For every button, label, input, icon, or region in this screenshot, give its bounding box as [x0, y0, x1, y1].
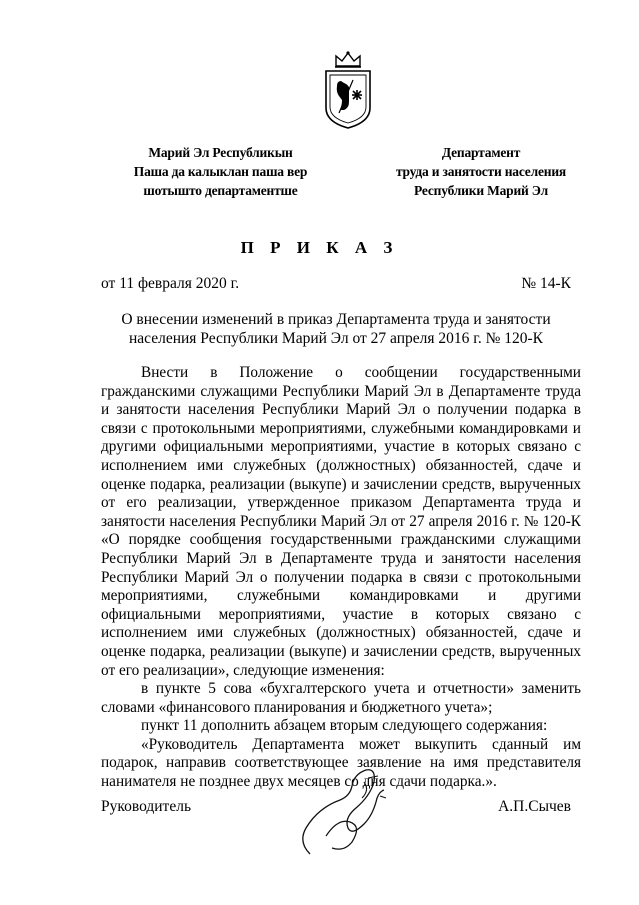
body-paragraph: «Руководитель Департамента может выкупить сданный им подарок, направив соответствующее заявление на имя представителя нанимателя не позднее двух месяцев со дня сдачи подарка.». [101, 735, 581, 791]
signer-title: Руководитель [101, 798, 192, 815]
header-right-line: труда и занятости населения [395, 164, 567, 179]
subject-line: О внесении изменений в приказ Департамента труда и занятости [121, 311, 551, 328]
body-paragraph: пункт 11 дополнить абзацем вторым следующего содержания: [141, 717, 548, 735]
document-body [101, 364, 581, 792]
header-right-line: Республики Марий Эл [414, 183, 548, 198]
document-type-title: П Р И К А З [240, 238, 399, 257]
header-left-block [88, 143, 353, 200]
signer-name: А.П.Сычев [498, 798, 571, 815]
document-date: от 11 февраля 2020 г. [101, 275, 240, 292]
subject-line: населения Республики Марий Эл от 27 апреля 2016 г. № 120-К [128, 330, 544, 347]
handwritten-signature [292, 762, 404, 862]
header-left-line: Марий Эл Республикын [148, 145, 293, 160]
header-left-line: Паша да калыклан паша вер [133, 164, 308, 179]
body-paragraph: в пункте 5 сова «бухгалтерского учета и отчетности» заменить словами «финансового планирования и бюджетного учета»; [101, 680, 581, 716]
document-number: № 14-К [521, 275, 571, 292]
body-paragraph: Внести в Положение о сообщении государственными гражданскими служащими Республики Марий Эл в Департаменте труда и занятости населения Республики Марий Эл о получении подарка в связи с протокольными мероприятиями, служебными командировками и другими официальными мероприятиями, участие в которых связано с исполнением ими служебных (должностных) обязанностей, сдаче и оценке подарка, реализации (выкупе) и зачислении средств, вырученных от его реализации, утвержденное приказом Департамента труда и занятости населения Республики Марий Эл от 27 апреля 2016 г. № 120-К «О порядке сообщения государственными гражданскими служащими Республики Марий Эл в Департаменте труда и занятости населения Республики Марий Эл о получении подарка в связи с протокольными мероприятиями, служебными командировками и другими официальными мероприятиями, участие в которых связано с исполнением ими служебных (должностных) обязанностей, сдаче и оценке подарка, реализации (выкупе) и зачислении средств, вырученных от его реализации», следующие изменения: [101, 364, 581, 679]
coat-of-arms-icon [322, 50, 374, 130]
document-subject [101, 310, 571, 348]
header-left-line: шотышто департаментше [143, 183, 298, 198]
header-right-block [360, 143, 602, 200]
header-right-line: Департамент [441, 145, 521, 160]
